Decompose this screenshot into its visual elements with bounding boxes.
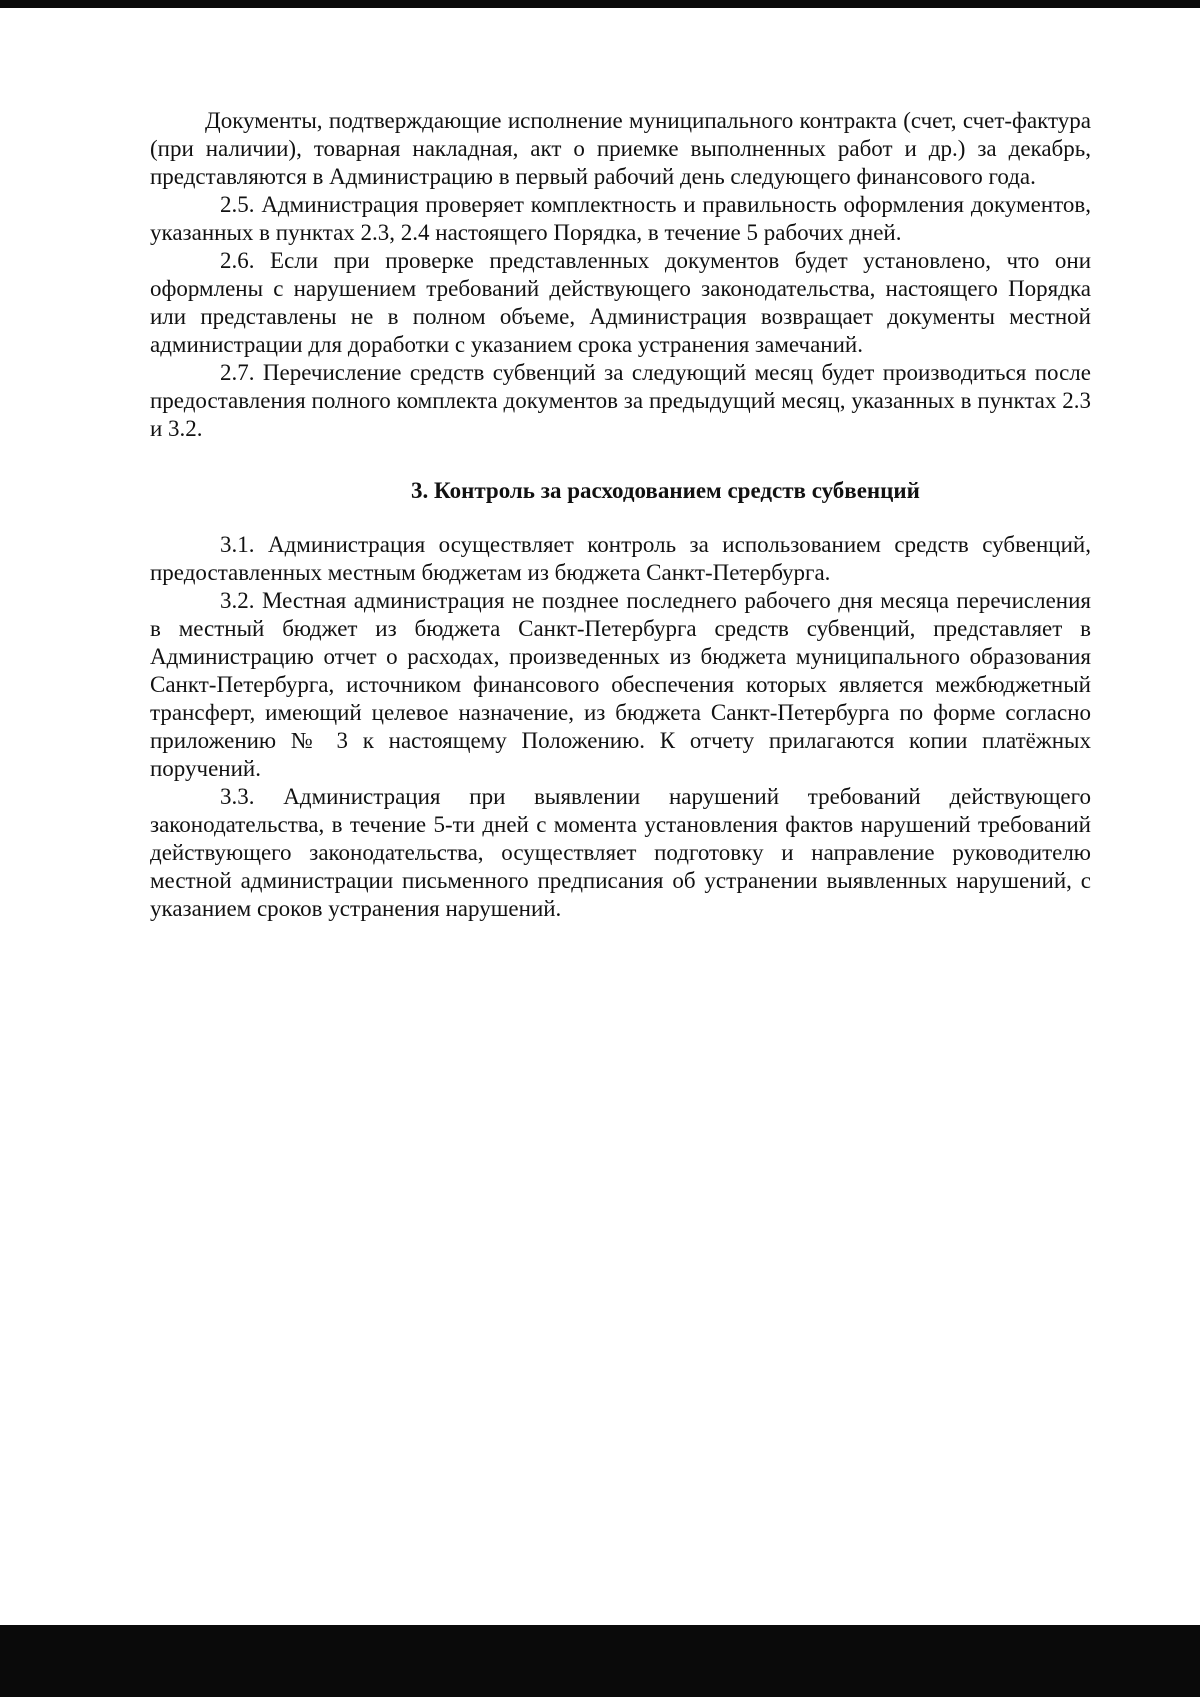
paragraph-2-5: 2.5. Администрация проверяет комплектность и правильность оформления документов, указанных в пунктах 2.3, 2.4 настоящего Порядка, в течение 5 рабочих дней. <box>150 192 1091 245</box>
scan-top-border <box>0 0 1200 8</box>
paragraph-2-7: 2.7. Перечисление средств субвенций за следующий месяц будет производиться после предоставления полного комплекта документов за предыдущий месяц, указанных в пунктах 2.3 и 3.2. <box>150 360 1091 441</box>
scan-bottom-band <box>0 1625 1200 1697</box>
paragraph-documents-december: Документы, подтверждающие исполнение муниципального контракта (счет, счет-фактура (при наличии), товарная накладная, акт о приемке выполненных работ и др.) за декабрь, представляются в Администрацию в первый рабочий день следующего финансового года. <box>150 108 1091 189</box>
paragraph-3-1: 3.1. Администрация осуществляет контроль за использованием средств субвенций, предоставленных местным бюджетам из бюджета Санкт-Петербурга. <box>150 532 1091 585</box>
document-body <box>150 107 1091 923</box>
paragraph-3-2: 3.2. Местная администрация не позднее последнего рабочего дня месяца перечисления в местный бюджет из бюджета Санкт-Петербурга средств субвенций, представляет в Администрацию отчет о расходах, произведенных из бюджета муниципального образования Санкт-Петербурга, источником финансового обеспечения которых является межбюджетный трансферт, имеющий целевое назначение, из бюджета Санкт-Петербурга по форме согласно приложению № 3 к настоящему Положению. К отчету прилагаются копии платёжных поручений. <box>150 588 1091 781</box>
paragraph-3-3: 3.3. Администрация при выявлении нарушений требований действующего законодательства, в течение 5-ти дней с момента установления фактов нарушений требований действующего законодательства, осуществляет подготовку и направление руководителю местной администрации письменного предписания об устранении выявленных нарушений, с указанием сроков устранения нарушений. <box>150 784 1091 921</box>
paragraph-2-6: 2.6. Если при проверке представленных документов будет установлено, что они оформлены с нарушением требований действующего законодательства, настоящего Порядка или представлены не в полном объеме, Администрация возвращает документы местной администрации для доработки с указанием срока устранения замечаний. <box>150 248 1091 357</box>
section-heading-3: 3. Контроль за расходованием средств субвенций <box>411 478 920 503</box>
